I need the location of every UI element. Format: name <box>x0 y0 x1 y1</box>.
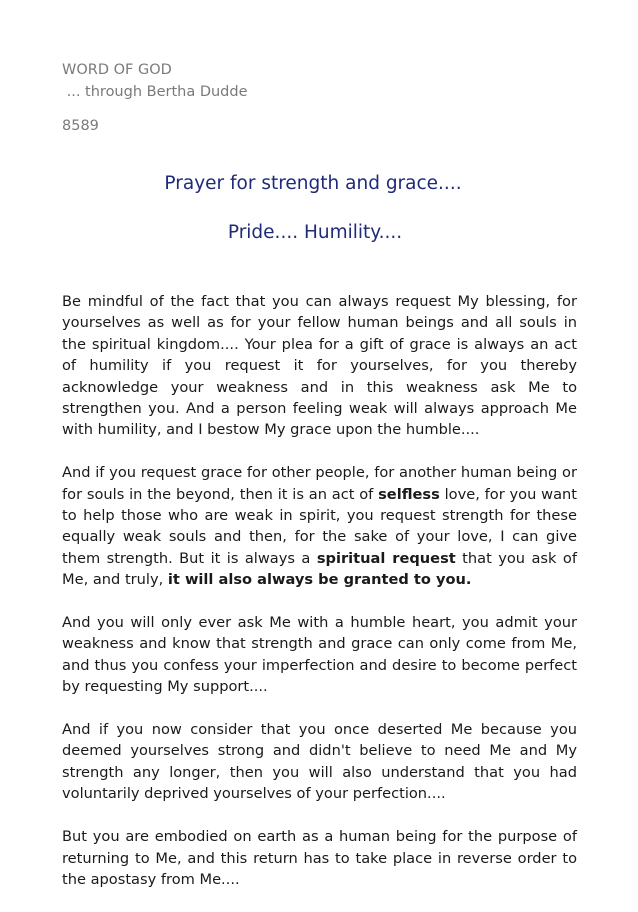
paragraph-1: Be mindful of the fact that you can always request My blessing, for yourselves as well as for your fellow human beings and all souls in the spiritual kingdom.... Your plea for a gift of grace is always an act of humility if you request it for yourselves, for you thereby acknowledge your weakness and in this weakness ask Me to strengthen you. And a person feeling weak will always approach Me with humility, and I bestow My grace upon the humble.... <box>62 293 577 439</box>
message-body <box>62 291 577 912</box>
paragraph-3: And you will only ever ask Me with a humble heart, you admit your weakness and know that strength and grace can only come from Me, and thus you confess your imperfection and desire to become perfect by requesting My support.... <box>62 614 577 696</box>
paragraph-2-text-1: And if you request grace for other people, for another human being or for souls in the beyond, then it is an act of <box>62 464 577 503</box>
paragraph-2-bold-2: spiritual request <box>316 549 456 567</box>
paragraph-2 <box>62 462 577 590</box>
paragraph-2-bold-1: selfless <box>378 485 440 503</box>
paragraph-2-text-3: that you ask of Me, and truly, <box>62 549 577 589</box>
paragraph-2-text-2: love, for you want to help those who are weak in spirit, you request strength for these equally weak souls and then, for the sake of your love, I can give them strength. But it is always a <box>62 485 577 567</box>
author-subtitle: ... through Bertha Dudde <box>62 84 248 100</box>
paragraph-2-bold-3: it will also always be granted to you. <box>167 571 472 589</box>
message-number: 8589 <box>62 118 99 134</box>
series-title: WORD OF GOD <box>62 62 172 78</box>
page-subtitle: Pride.... Humility.... <box>227 222 403 243</box>
page-title: Prayer for strength and grace.... <box>164 173 462 194</box>
paragraph-4: And if you now consider that you once deserted Me because you deemed yourselves strong and didn't believe to need Me and My strength any longer, then you will also understand that you had voluntarily deprived yourselves of your perfection.... <box>62 721 577 803</box>
paragraph-5: But you are embodied on earth as a human being for the purpose of returning to Me, and this return has to take place in reverse order to the apostasy from Me.... <box>62 828 577 888</box>
